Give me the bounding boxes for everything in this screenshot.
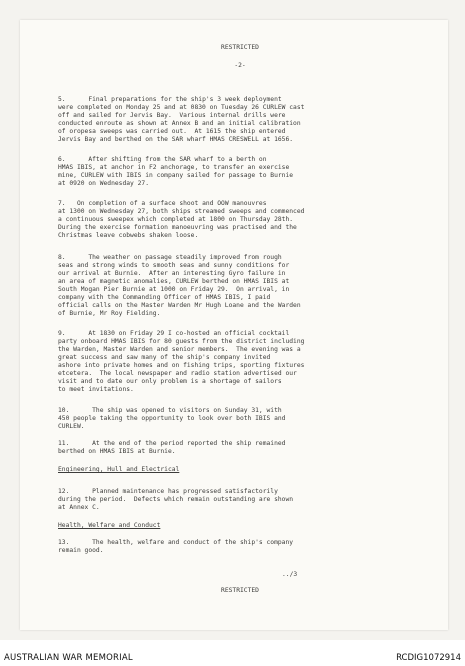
paragraph-text: At the end of the period reported the ship remained berthed on HMAS IBIS at Burnie. <box>58 440 286 455</box>
document-page <box>20 20 448 630</box>
classification-header: RESTRICTED <box>221 44 259 51</box>
paragraph-text: On completion of a surface shoot and OOW manouvres at 1300 on Wednesday 27, both ships streamed sweeps and commenced a continuous sweepex which completed at 1800 on Thursday 28th. During the exercise formation manoeuvring was practised and the Christmas leave cobwebs shaken loose. <box>58 200 305 239</box>
paragraph-number: 5. <box>58 96 66 103</box>
paragraph-number: 12. <box>58 488 70 495</box>
paragraph-5 <box>58 96 430 144</box>
paragraph-7 <box>58 200 430 240</box>
paragraph-12 <box>58 488 430 512</box>
reference-id: RCDIG1072914 <box>396 653 461 663</box>
paragraph-text: The ship was opened to visitors on Sunday 31, with 450 people taking the opportunity to look over both IBIS and CURLEW. <box>58 407 286 430</box>
paragraph-number: 7. <box>58 200 66 207</box>
paragraph-11 <box>58 440 430 456</box>
paragraph-text: Final preparations for the ship's 3 week deployment were completed on Monday 25 and at 0830 on Tuesday 26 CURLEW cast off and sailed for Jervis Bay. Various internal drills were conducted enroute as shown at Annex B and an initial calibration of oropesa sweeps was carried out. At 1615 the ship entered Jervis Bay and berthed on the SAR wharf HMAS CRESWELL at 1656. <box>58 96 305 143</box>
paragraph-number: 8. <box>58 254 66 261</box>
institution-label: AUSTRALIAN WAR MEMORIAL <box>4 653 133 663</box>
paragraph-text: After shifting from the SAR wharf to a berth on HMAS IBIS, at anchor in F2 anchorage, to transfer an exercise mine, CURLEW with IBIS in company sailed for passage to Burnie at 0920 on Wednesday 27. <box>58 156 294 187</box>
paragraph-13 <box>58 539 430 555</box>
section-heading-health: Health, Welfare and Conduct <box>58 522 161 529</box>
classification-footer: RESTRICTED <box>221 587 259 594</box>
paragraph-text: The weather on passage steadily improved from rough seas and strong winds to smooth seas and sunny conditions for our arrival at Burnie. After an interesting Gyro failure in an area of magnetic anomalies, CURLEW berthed on HMAS IBIS at South Mogan Pier Burnie at 1000 on Friday 29. On arrival, in company with the Commanding Officer of HMAS IBIS, I paid official calls on the Master Warden Mr Hugh Loane and the Warden of Burnie, Mr Roy Fielding. <box>58 254 301 317</box>
paragraph-6 <box>58 156 430 188</box>
continuation-marker: ../3 <box>282 571 298 578</box>
paragraph-10 <box>58 407 430 431</box>
paragraph-text: Planned maintenance has progressed satisfactorily during the period. Defects which remain outstanding are shown at Annex C. <box>58 488 294 511</box>
paragraph-number: 6. <box>58 156 66 163</box>
section-heading-engineering: Engineering, Hull and Electrical <box>58 466 180 473</box>
paragraph-8 <box>58 254 430 318</box>
paragraph-number: 13. <box>58 539 70 546</box>
page-number: -2- <box>234 62 246 69</box>
paragraph-number: 9. <box>58 330 66 337</box>
paragraph-9 <box>58 330 430 394</box>
paragraph-number: 11. <box>58 440 70 447</box>
paragraph-text: The health, welfare and conduct of the ship's company remain good. <box>58 539 294 554</box>
paragraph-number: 10. <box>58 407 70 414</box>
paragraph-text: At 1830 on Friday 29 I co-hosted an official cocktail party onboard HMAS IBIS for 80 guests from the district including the Warden, Master Warden and senior members. The evening was a great success and saw many of the ship's company invited ashore into private homes and on fishing trips, sporting fixtures etcetera. The local newspaper and radio station advertised our visit and to date our only problem is a shortage of sailors to meet invitations. <box>58 330 305 393</box>
